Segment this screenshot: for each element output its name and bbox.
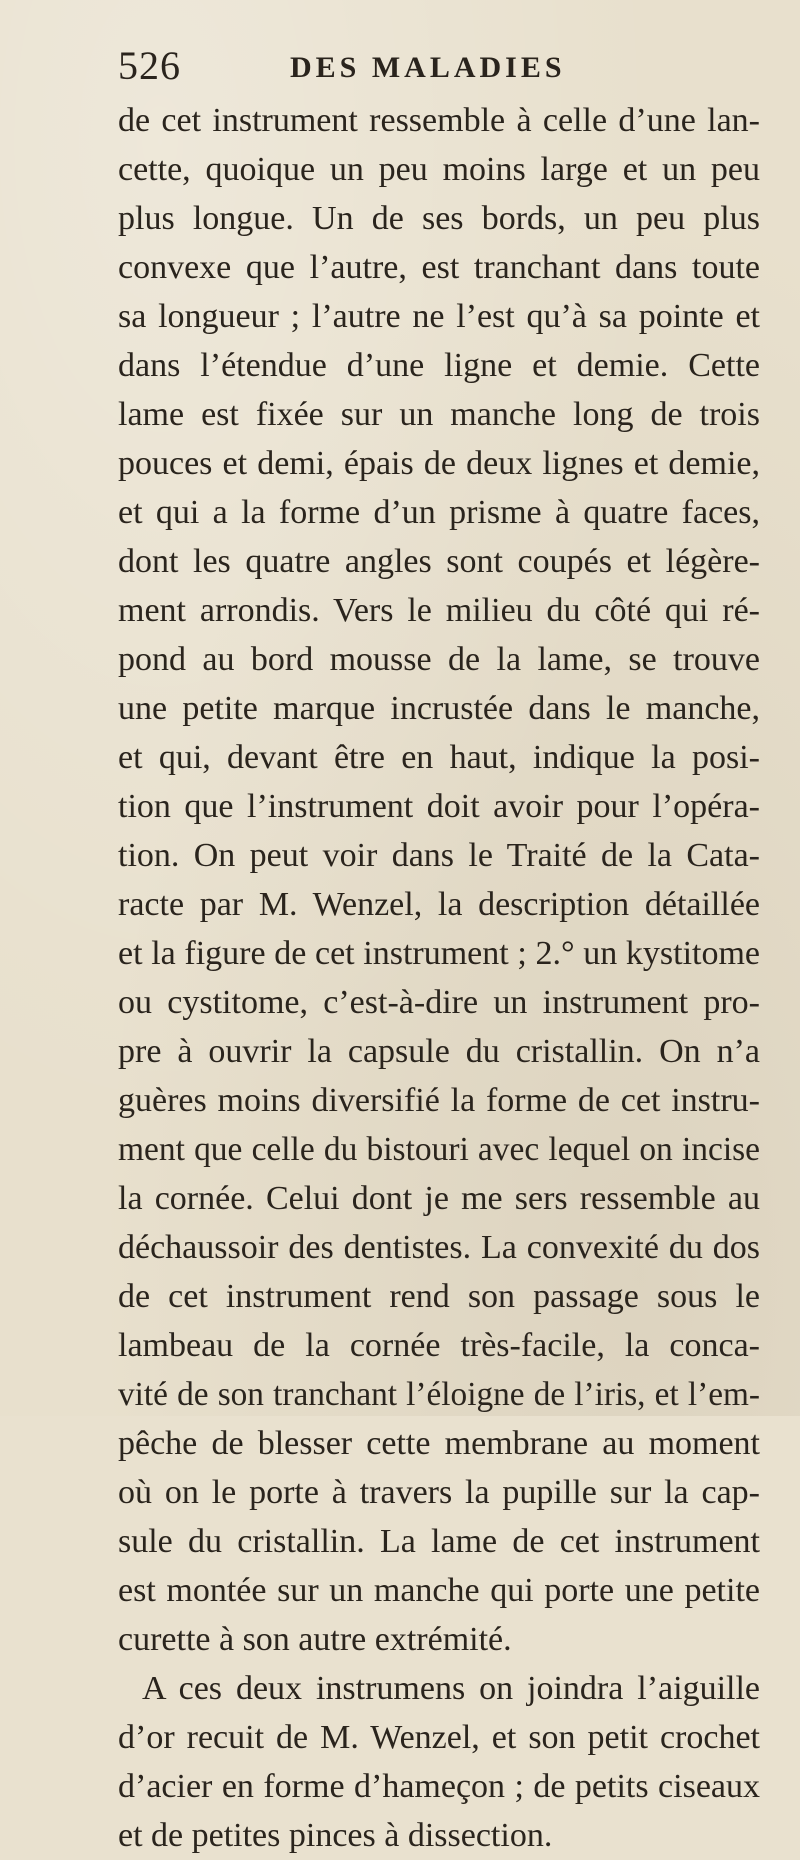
text-line: et qui a la forme d’un prisme à quatre faces, [118,494,760,531]
text-line: dont les quatre angles sont coupés et légère- [118,543,760,580]
running-head: DES MALADIES [290,51,566,84]
text-line: pond au bord mousse de la lame, se trouve [118,641,760,678]
text-line: vité de son tranchant l’éloigne de l’iris, et l’em- [118,1376,760,1413]
text-line: de cet instrument rend son passage sous le [118,1278,760,1315]
text-line: est montée sur un manche qui porte une petite [118,1572,760,1609]
text-line: ou cystitome, c’est-à-dire un instrument pro- [118,984,760,1021]
text-line: une petite marque incrustée dans le manche, [118,690,760,727]
text-line: et la figure de cet instrument ; 2.° un kystitome [118,935,760,972]
text-line: ment que celle du bistouri avec lequel on incise [118,1131,760,1168]
text-line: racte par M. Wenzel, la description détaillée [118,886,760,923]
text-line: d’or recuit de M. Wenzel, et son petit crochet [118,1719,760,1756]
text-line: guères moins diversifié la forme de cet instru- [118,1082,760,1119]
text-line: lambeau de la cornée très-facile, la conca- [118,1327,760,1364]
text-line: et qui, devant être en haut, indique la posi- [118,739,760,776]
text-line: lame est fixée sur un manche long de trois [118,396,760,433]
text-line: dans l’étendue d’une ligne et demie. Cette [118,347,760,384]
text-line: plus longue. Un de ses bords, un peu plus [118,200,760,237]
text-line: où on le porte à travers la pupille sur la cap- [118,1474,760,1511]
page-header [118,44,758,88]
text-line: sa longueur ; l’autre ne l’est qu’à sa pointe et [118,298,760,335]
text-line: de cet instrument ressemble à celle d’une lan- [118,102,760,139]
text-line: et de petites pinces à dissection. [118,1817,553,1854]
text-line: curette à son autre extrémité. [118,1621,512,1658]
text-line: pre à ouvrir la capsule du cristallin. On n’a [118,1033,760,1070]
text-line: A ces deux instrumens on joindra l’aiguille [142,1670,760,1707]
text-line: convexe que l’autre, est tranchant dans toute [118,249,760,286]
text-line: la cornée. Celui dont je me sers ressemble au [118,1180,760,1217]
text-line: ment arrondis. Vers le milieu du côté qui ré- [118,592,760,629]
text-line: d’acier en forme d’hameçon ; de petits ciseaux [118,1768,760,1805]
text-line: sule du cristallin. La lame de cet instrument [118,1523,760,1560]
text-line: tion que l’instrument doit avoir pour l’opéra- [118,788,760,825]
text-line: cette, quoique un peu moins large et un peu [118,151,760,188]
page-number: 526 [118,43,181,88]
text-line: pêche de blesser cette membrane au moment [118,1425,760,1462]
body-text [118,96,760,1860]
text-line: déchaussoir des dentistes. La convexité du dos [118,1229,760,1266]
text-line: tion. On peut voir dans le Traité de la Cata- [118,837,760,874]
text-line: pouces et demi, épais de deux lignes et demie, [118,445,760,482]
